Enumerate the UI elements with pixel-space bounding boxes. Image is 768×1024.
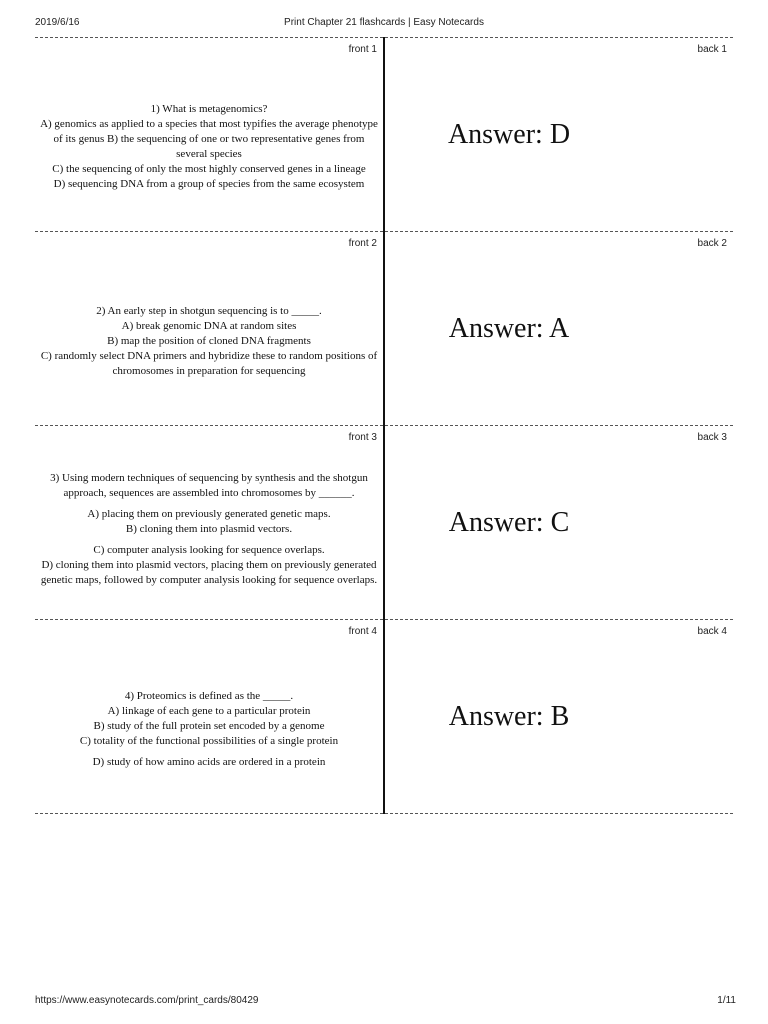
front-label: front 3 bbox=[348, 432, 377, 443]
card-back bbox=[385, 620, 733, 814]
question-text bbox=[39, 68, 379, 226]
print-header bbox=[0, 17, 768, 31]
card-fold-line bbox=[383, 37, 385, 814]
front-label: front 4 bbox=[348, 626, 377, 637]
question: 3) Using modern techniques of sequencing by synthesis and the shotgun approach, sequences are assembled into chromosomes by ______. bbox=[50, 471, 368, 499]
page-number: 1/11 bbox=[717, 995, 736, 1006]
option: D) sequencing DNA from a group of species from the same ecosystem bbox=[53, 178, 365, 190]
page-url: https://www.easynotecards.com/print_cards/80429 bbox=[35, 995, 259, 1006]
option: B) cloning them into plasmid vectors. bbox=[125, 522, 293, 535]
back-label: back 2 bbox=[697, 238, 727, 249]
option: A) placing them on previously generated genetic maps. bbox=[87, 507, 331, 520]
answer-text: Answer: B bbox=[448, 701, 570, 732]
question-text bbox=[39, 444, 379, 614]
card-front bbox=[35, 232, 383, 426]
page-title: Print Chapter 21 flashcards | Easy Notecards bbox=[284, 17, 484, 28]
question-text bbox=[39, 262, 379, 420]
answer-text: Answer: C bbox=[448, 507, 570, 538]
question: 4) Proteomics is defined as the _____. bbox=[124, 689, 294, 702]
back-label: back 1 bbox=[697, 44, 727, 55]
answer-text: Answer: D bbox=[447, 119, 571, 150]
question: 1) What is metagenomics? bbox=[150, 103, 268, 115]
option: D) cloning them into plasmid vectors, placing them on previously generated genetic maps, followed by computer analysis looking for sequence overlaps. bbox=[40, 558, 378, 586]
card-front bbox=[35, 426, 383, 620]
print-date: 2019/6/16 bbox=[35, 17, 80, 28]
option: C) randomly select DNA primers and hybridize these to random positions of chromosomes in preparation for sequencing bbox=[40, 349, 378, 377]
option: C) the sequencing of only the most highly conserved genes in a lineage bbox=[52, 163, 366, 175]
question-text bbox=[39, 650, 379, 808]
front-label: front 2 bbox=[348, 238, 377, 249]
option: C) totality of the functional possibilities of a single protein bbox=[79, 734, 339, 747]
back-label: back 3 bbox=[697, 432, 727, 443]
answer-text: Answer: A bbox=[448, 313, 570, 344]
card-back bbox=[385, 426, 733, 620]
option: B) map the position of cloned DNA fragments bbox=[107, 334, 311, 347]
card-front bbox=[35, 620, 383, 814]
option: A) genomics as applied to a species that most typifies the average phenotype of its genus B) the sequencing of one or two representative genes from several species bbox=[40, 118, 378, 160]
option: A) break genomic DNA at random sites bbox=[121, 319, 297, 332]
front-label: front 1 bbox=[348, 44, 377, 55]
card-back bbox=[385, 232, 733, 426]
card-front bbox=[35, 38, 383, 232]
question: 2) An early step in shotgun sequencing is to _____. bbox=[96, 304, 322, 317]
option: B) study of the full protein set encoded by a genome bbox=[93, 719, 325, 732]
back-label: back 4 bbox=[697, 626, 727, 637]
option: D) study of how amino acids are ordered in a protein bbox=[92, 755, 326, 768]
flashcard-grid bbox=[35, 37, 733, 814]
option: C) computer analysis looking for sequence overlaps. bbox=[93, 543, 325, 556]
card-back bbox=[385, 38, 733, 232]
option: A) linkage of each gene to a particular protein bbox=[107, 704, 311, 717]
